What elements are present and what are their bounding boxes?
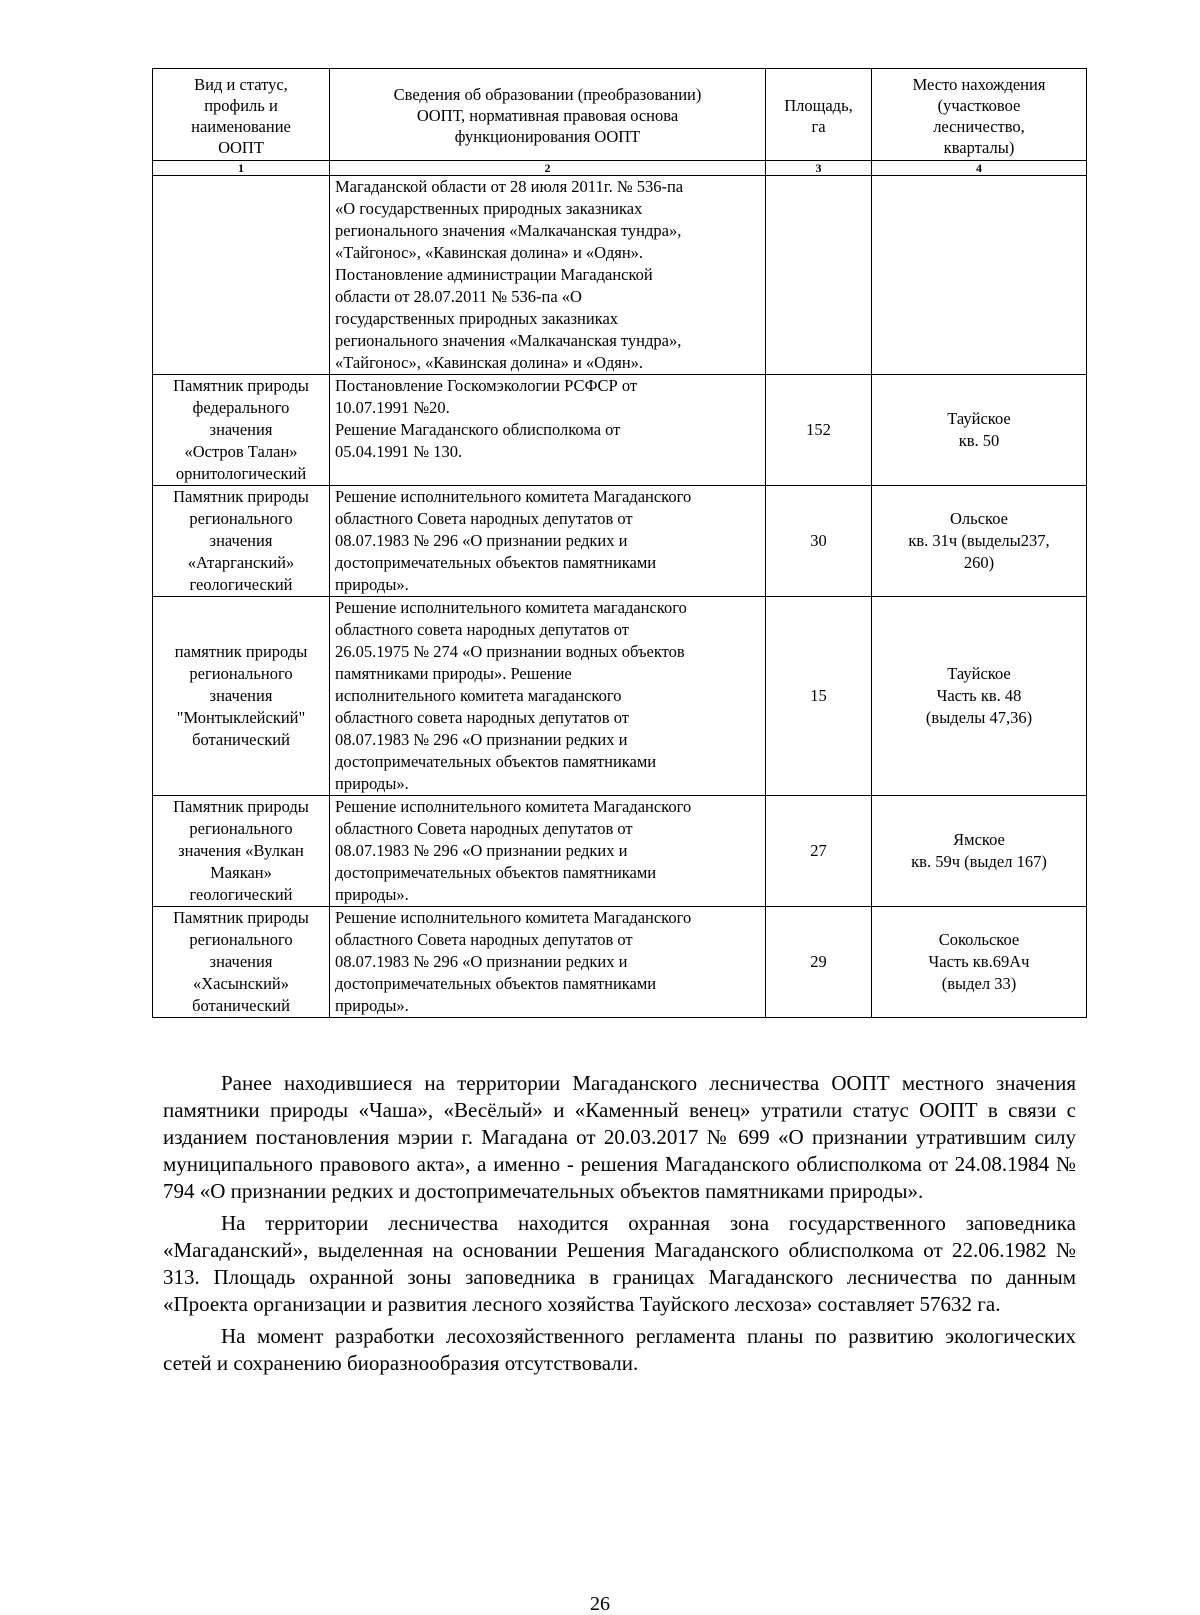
cell-info: Решение исполнительного комитета Магаданского областного Совета народных депутатов от 08.07.1983 № 296 «О признании редких и достопримечательных объектов памятниками природы». (330, 486, 766, 597)
cell-location: Сокольское Часть кв.69Ач (выдел 33) (872, 907, 1087, 1018)
cell-area: 27 (766, 796, 872, 907)
header-area: Площадь, га (766, 69, 872, 161)
column-number: 4 (872, 161, 1087, 176)
cell-location: Тауйское Часть кв. 48 (выделы 47,36) (872, 597, 1087, 796)
cell-name: Памятник природы регионального значения «Атарганский» геологический (153, 486, 330, 597)
paragraph-protection-zone: На территории лесничества находится охранная зона государственного заповедника «Магаданский», выделенная на основании Решения Магаданского облисполкома от 22.06.1982 № 313. Площадь охранной зоны заповедника в границах Магаданского лесничества по данным «Проекта организации и развития лесного хозяйства Тауйского лесхоза» составляет 57632 га. (163, 1211, 1076, 1316)
cell-info: Решение исполнительного комитета Магаданского областного Совета народных депутатов от 08.07.1983 № 296 «О признании редких и достопримечательных объектов памятниками природы». (330, 796, 766, 907)
cell-location: Ольское кв. 31ч (выделы237, 260) (872, 486, 1087, 597)
cell-name: Памятник природы регионального значения «Вулкан Маякан» геологический (153, 796, 330, 907)
column-number: 2 (330, 161, 766, 176)
cell-area: 29 (766, 907, 872, 1018)
table-row (153, 375, 1087, 486)
cell-name (153, 176, 330, 375)
paragraph-oopt-status-lost: Ранее находившиеся на территории Магаданского лесничества ООПТ местного значения памятники природы «Чаша», «Весёлый» и «Каменный венец» утратили статус ООПТ в связи с изданием постановления мэрии г. Магадана от 20.03.2017 № 699 «О признании утратившим силу муниципального правового акта», а именно - решения Магаданского облисполкома от 24.08.1984 № 794 «О признании редких и достопримечательных объектов памятниками природы». (163, 1071, 1076, 1203)
column-number: 1 (153, 161, 330, 176)
cell-area: 30 (766, 486, 872, 597)
cell-name: Памятник природы федерального значения «Остров Талан» орнитологический (153, 375, 330, 486)
table-row (153, 796, 1087, 907)
body-text (163, 1070, 1076, 1382)
column-number-row (153, 161, 1087, 176)
table-row (153, 907, 1087, 1018)
table-row (153, 176, 1087, 375)
cell-name: Памятник природы регионального значения «Хасынский» ботанический (153, 907, 330, 1018)
cell-info: Решение исполнительного комитета Магаданского областного Совета народных депутатов от 08.07.1983 № 296 «О признании редких и достопримечательных объектов памятниками природы». (330, 907, 766, 1018)
header-info: Сведения об образовании (преобразовании) ООПТ, нормативная правовая основа функционирования ООПТ (330, 69, 766, 161)
table-row (153, 486, 1087, 597)
column-number: 3 (766, 161, 872, 176)
cell-area: 152 (766, 375, 872, 486)
table-row (153, 597, 1087, 796)
cell-info: Постановление Госкомэкологии РСФСР от 10.07.1991 №20. Решение Магаданского облисполкома от 05.04.1991 № 130. (330, 375, 766, 486)
cell-name: памятник природы регионального значения "Монтыклейский" ботанический (153, 597, 330, 796)
cell-area (766, 176, 872, 375)
oopt-table (152, 68, 1087, 1018)
cell-location (872, 176, 1087, 375)
paragraph-ecological-networks: На момент разработки лесохозяйственного регламента планы по развитию экологических сетей и сохранению биоразнообразия отсутствовали. (163, 1324, 1076, 1375)
cell-info: Решение исполнительного комитета магаданского областного совета народных депутатов от 26.05.1975 № 274 «О признании водных объектов памятниками природы». Решение исполнительного комитета магаданского областного совета народных депутатов от 08.07.1983 № 296 «О признании редких и достопримечательных объектов памятниками природы». (330, 597, 766, 796)
header-type-status: Вид и статус, профиль и наименование ООПТ (153, 69, 330, 161)
cell-location: Ямское кв. 59ч (выдел 167) (872, 796, 1087, 907)
page-number: 26 (590, 1593, 610, 1615)
header-location: Место нахождения (участковое лесничество, кварталы) (872, 69, 1087, 161)
cell-area: 15 (766, 597, 872, 796)
cell-location: Тауйское кв. 50 (872, 375, 1087, 486)
table-header-row (153, 69, 1087, 161)
cell-info: Магаданской области от 28 июля 2011г. № 536-па «О государственных природных заказниках регионального значения «Малкачанская тундра», «Тайгонос», «Кавинская долина» и «Одян». Постановление администрации Магаданской области от 28.07.2011 № 536-па «О государственных природных заказниках регионального значения «Малкачанская тундра», «Тайгонос», «Кавинская долина» и «Одян». (330, 176, 766, 375)
